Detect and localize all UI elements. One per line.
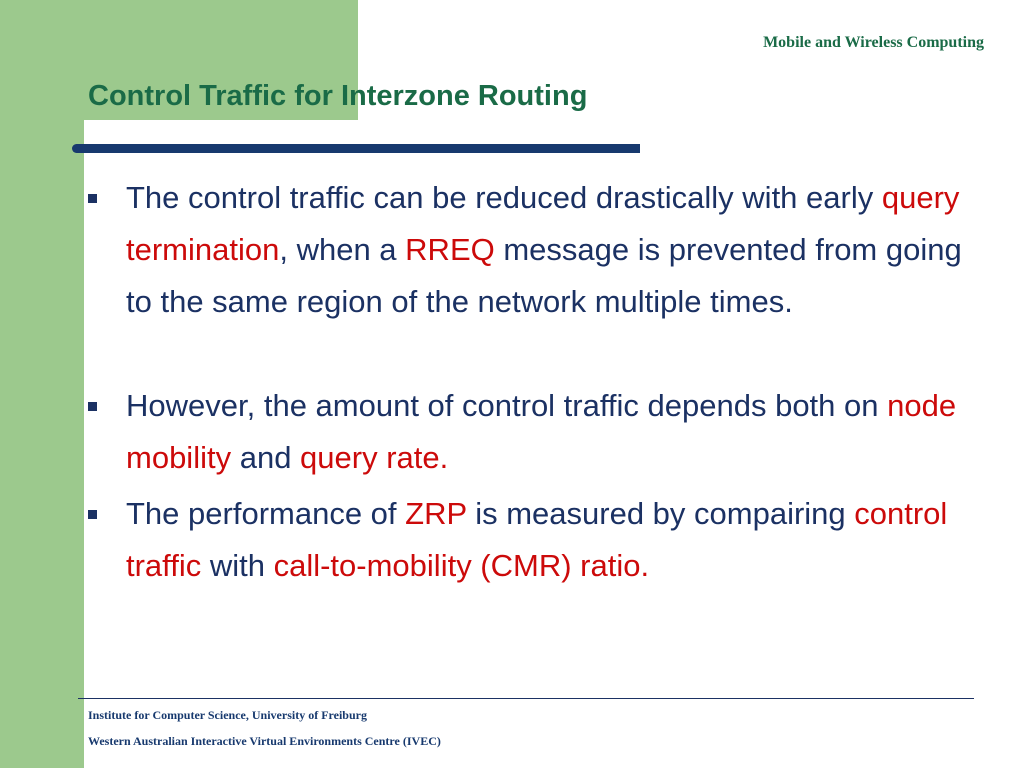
bullet-text: The control traffic can be reduced drastically with early (126, 180, 882, 215)
square-bullet-icon (88, 194, 97, 203)
bullet-text: and (231, 440, 301, 475)
highlight-text: RREQ (405, 232, 495, 267)
highlight-text: query termination (126, 180, 960, 267)
bullet-item-3 (88, 488, 968, 592)
title-underline-bar (72, 144, 640, 153)
course-header: Mobile and Wireless Computing (763, 34, 984, 51)
bullet-text: message is prevented from going to the same region of the network multiple times. (126, 232, 962, 319)
highlight-text: control traffic (126, 496, 948, 583)
footer-centre: Western Australian Interactive Virtual Environments Centre (IVEC) (88, 734, 441, 748)
square-bullet-icon (88, 510, 97, 519)
square-bullet-icon (88, 402, 97, 411)
bullet-text: , when a (279, 232, 406, 267)
slide-title: Control Traffic for Interzone Routing (88, 80, 588, 112)
slide-body (88, 172, 968, 592)
highlight-text: query rate. (300, 440, 449, 475)
bullet-text: with (201, 548, 274, 583)
highlight-text: node mobility (126, 388, 957, 475)
bullet-text: is measured by compairing (466, 496, 855, 531)
highlight-text: call-to-mobility (CMR) ratio. (273, 548, 650, 583)
bullet-text: The performance of (126, 496, 406, 531)
bullet-item-1 (88, 172, 968, 328)
bullet-item-2 (88, 380, 968, 484)
highlight-text: ZRP (405, 496, 467, 531)
footer-institute: Institute for Computer Science, University of Freiburg (88, 708, 367, 722)
footer-divider (78, 698, 974, 699)
bullet-text: However, the amount of control traffic depends both on (126, 388, 888, 423)
